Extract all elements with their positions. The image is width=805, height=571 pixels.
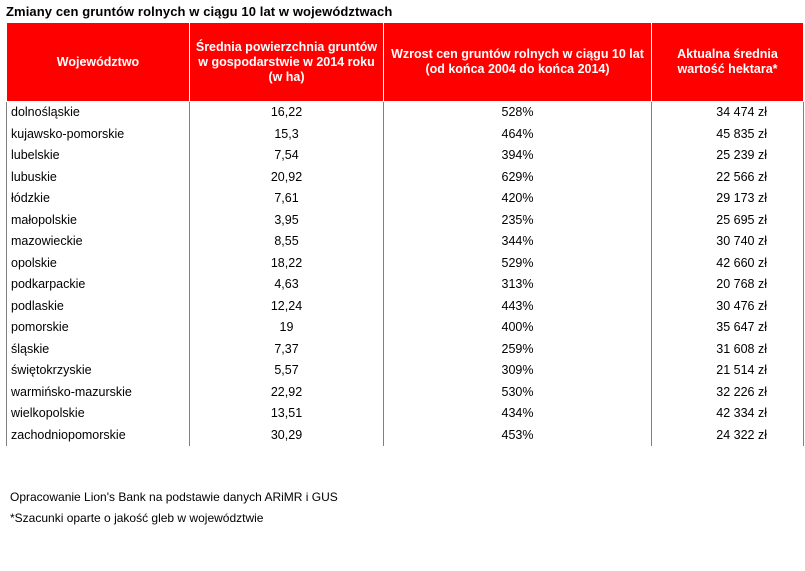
- land-prices-table: [6, 22, 804, 446]
- table-title: Zmiany cen gruntów rolnych w ciągu 10 lat w województwach: [6, 4, 393, 19]
- cell-price-growth: 259%: [384, 339, 652, 361]
- table-row: [7, 102, 804, 124]
- cell-voivodeship: małopolskie: [7, 210, 190, 232]
- cell-avg-area: 20,92: [190, 167, 384, 189]
- cell-avg-value: 42 334 zł: [652, 403, 804, 425]
- table-row: [7, 382, 804, 404]
- header-voivodeship: Województwo: [7, 23, 190, 102]
- cell-avg-area: 4,63: [190, 274, 384, 296]
- table-row: [7, 296, 804, 318]
- cell-voivodeship: pomorskie: [7, 317, 190, 339]
- cell-voivodeship: zachodniopomorskie: [7, 425, 190, 447]
- cell-avg-value: 45 835 zł: [652, 124, 804, 146]
- cell-voivodeship: świętokrzyskie: [7, 360, 190, 382]
- cell-avg-area: 3,95: [190, 210, 384, 232]
- table-row: [7, 124, 804, 146]
- cell-price-growth: 420%: [384, 188, 652, 210]
- table-row: [7, 425, 804, 447]
- cell-voivodeship: wielkopolskie: [7, 403, 190, 425]
- cell-voivodeship: podlaskie: [7, 296, 190, 318]
- cell-voivodeship: podkarpackie: [7, 274, 190, 296]
- cell-price-growth: 235%: [384, 210, 652, 232]
- cell-voivodeship: warmińsko-mazurskie: [7, 382, 190, 404]
- cell-price-growth: 528%: [384, 102, 652, 124]
- cell-avg-value: 34 474 zł: [652, 102, 804, 124]
- cell-voivodeship: lubuskie: [7, 167, 190, 189]
- cell-avg-value: 24 322 zł: [652, 425, 804, 447]
- cell-voivodeship: śląskie: [7, 339, 190, 361]
- cell-voivodeship: dolnośląskie: [7, 102, 190, 124]
- cell-price-growth: 443%: [384, 296, 652, 318]
- cell-avg-value: 25 695 zł: [652, 210, 804, 232]
- header-row: [7, 23, 804, 102]
- cell-avg-area: 5,57: [190, 360, 384, 382]
- cell-avg-area: 22,92: [190, 382, 384, 404]
- cell-price-growth: 313%: [384, 274, 652, 296]
- cell-avg-area: 30,29: [190, 425, 384, 447]
- cell-price-growth: 529%: [384, 253, 652, 275]
- cell-price-growth: 453%: [384, 425, 652, 447]
- header-price-growth: Wzrost cen gruntów rolnych w ciągu 10 lat (od końca 2004 do końca 2014): [384, 23, 652, 102]
- cell-avg-value: 22 566 zł: [652, 167, 804, 189]
- table-row: [7, 167, 804, 189]
- cell-voivodeship: opolskie: [7, 253, 190, 275]
- cell-avg-value: 32 226 zł: [652, 382, 804, 404]
- cell-avg-value: 21 514 zł: [652, 360, 804, 382]
- cell-avg-value: 31 608 zł: [652, 339, 804, 361]
- source-note: Opracowanie Lion's Bank na podstawie danych ARiMR i GUS: [10, 490, 338, 504]
- table-row: [7, 339, 804, 361]
- cell-avg-area: 7,37: [190, 339, 384, 361]
- cell-avg-value: 20 768 zł: [652, 274, 804, 296]
- footnote: *Szacunki oparte o jakość gleb w województwie: [10, 511, 264, 525]
- cell-price-growth: 464%: [384, 124, 652, 146]
- cell-avg-area: 18,22: [190, 253, 384, 275]
- cell-avg-value: 35 647 zł: [652, 317, 804, 339]
- cell-avg-area: 8,55: [190, 231, 384, 253]
- cell-price-growth: 309%: [384, 360, 652, 382]
- table-row: [7, 403, 804, 425]
- cell-avg-value: 30 740 zł: [652, 231, 804, 253]
- cell-avg-area: 7,54: [190, 145, 384, 167]
- table-row: [7, 253, 804, 275]
- cell-price-growth: 344%: [384, 231, 652, 253]
- cell-price-growth: 394%: [384, 145, 652, 167]
- cell-price-growth: 629%: [384, 167, 652, 189]
- table-row: [7, 274, 804, 296]
- table-row: [7, 231, 804, 253]
- cell-avg-value: 25 239 zł: [652, 145, 804, 167]
- cell-avg-area: 12,24: [190, 296, 384, 318]
- cell-voivodeship: kujawsko-pomorskie: [7, 124, 190, 146]
- cell-price-growth: 434%: [384, 403, 652, 425]
- cell-avg-value: 42 660 zł: [652, 253, 804, 275]
- cell-voivodeship: łódzkie: [7, 188, 190, 210]
- notes: [10, 487, 338, 529]
- table-body: [7, 102, 804, 447]
- cell-avg-area: 13,51: [190, 403, 384, 425]
- cell-avg-value: 29 173 zł: [652, 188, 804, 210]
- cell-voivodeship: mazowieckie: [7, 231, 190, 253]
- cell-avg-area: 16,22: [190, 102, 384, 124]
- table-row: [7, 145, 804, 167]
- cell-avg-area: 7,61: [190, 188, 384, 210]
- cell-avg-area: 19: [190, 317, 384, 339]
- cell-avg-area: 15,3: [190, 124, 384, 146]
- table-row: [7, 210, 804, 232]
- header-avg-area: Średnia powierzchnia gruntów w gospodarstwie w 2014 roku (w ha): [190, 23, 384, 102]
- cell-avg-value: 30 476 zł: [652, 296, 804, 318]
- cell-price-growth: 400%: [384, 317, 652, 339]
- table-row: [7, 317, 804, 339]
- cell-voivodeship: lubelskie: [7, 145, 190, 167]
- cell-price-growth: 530%: [384, 382, 652, 404]
- table-row: [7, 360, 804, 382]
- header-avg-value: Aktualna średnia wartość hektara*: [652, 23, 804, 102]
- table-row: [7, 188, 804, 210]
